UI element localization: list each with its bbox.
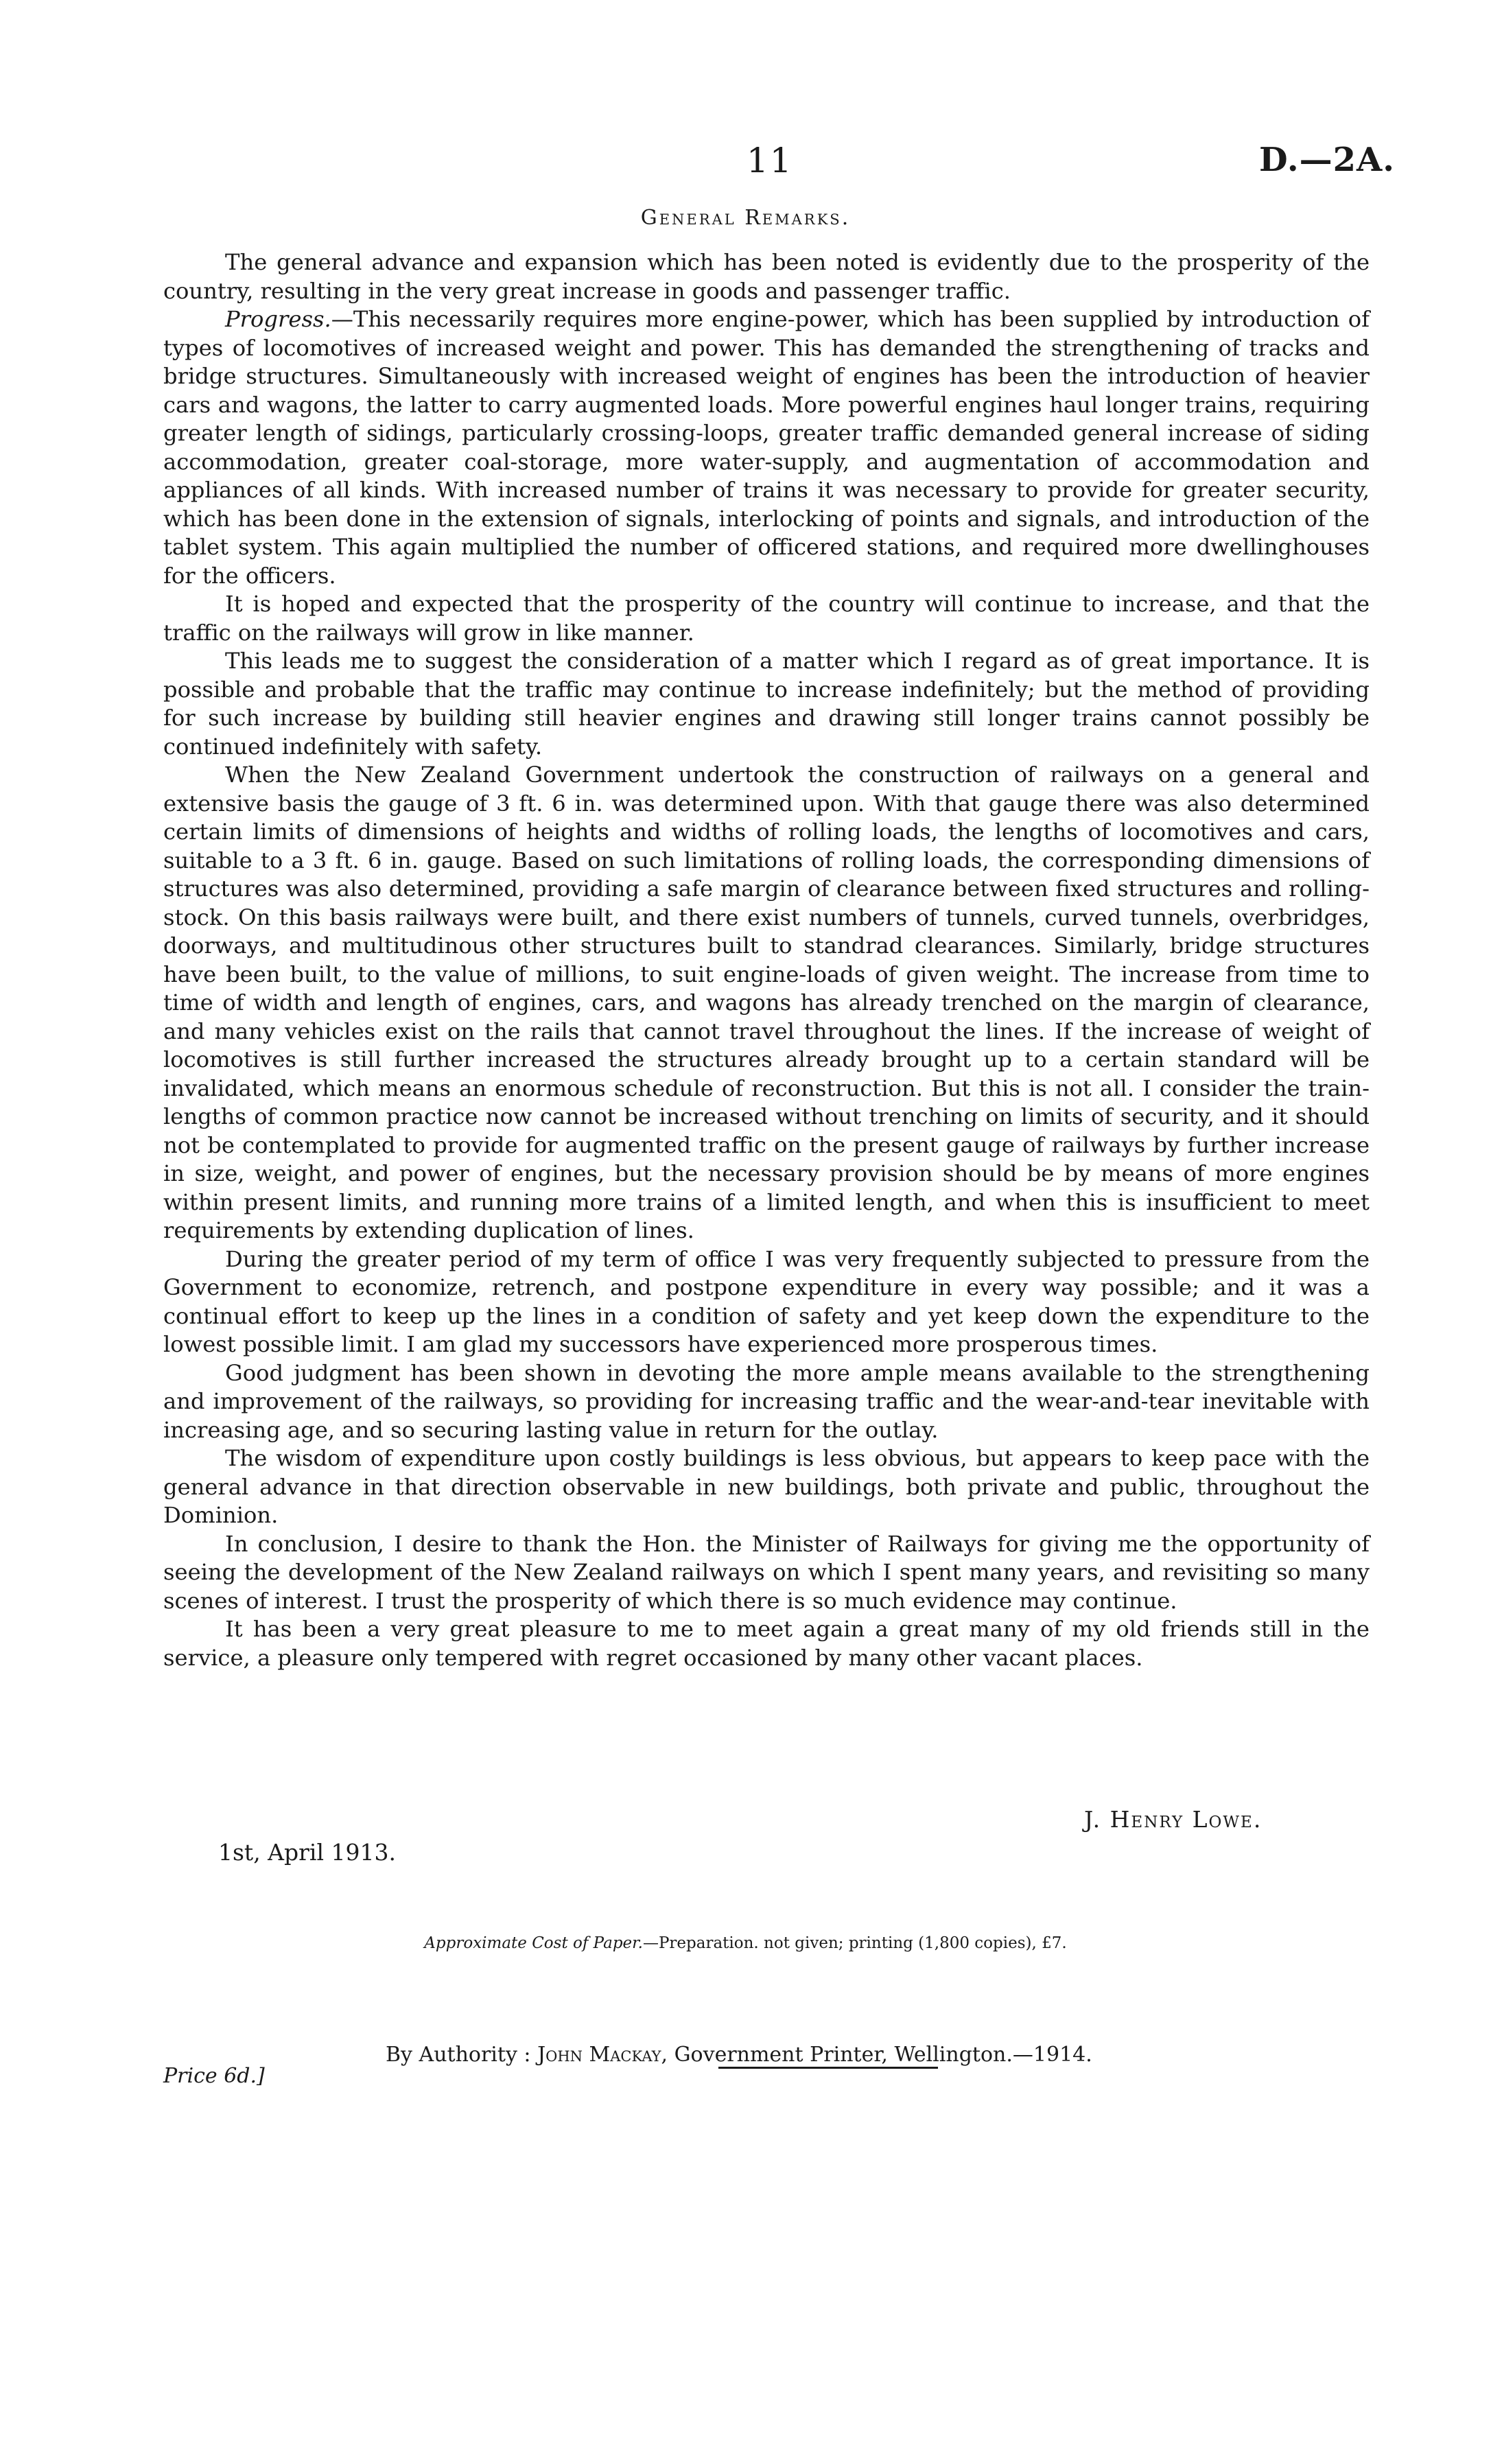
page-number: 11 [747,141,793,180]
cost-note-label: Approximate Cost of Paper. [424,1934,643,1952]
cost-note-text: —Preparation. not given; printing (1,800 copies), £7. [642,1934,1067,1952]
body-text [163,248,1370,1672]
paragraph [163,1359,1370,1445]
paragraph [163,305,1370,590]
price-note: Price 6d.] [163,2064,265,2088]
divider-rule [718,2067,938,2069]
paragraph-text: This leads me to suggest the consideration of a matter which I regard as of great importance. It is possible and probable that the traffic may continue to increase indefinitely; but the method of providing for such increase by building still heavier engines and drawing still longer trains cannot possibly be continued indefinitely with safety. [163,648,1370,760]
paragraph-text: The general advance and expansion which has been noted is evidently due to the prosperity of the country, resulting in the very great increase in goods and passenger traffic. [163,249,1370,304]
cost-note [0,1934,1491,1952]
section-heading: General Remarks. [640,206,851,230]
paragraph-text: During the greater period of my term of office I was very frequently subjected to pressure from the Government to economize, retrench, and postpone expenditure in every way possible; and it was a continual effort to keep up the lines in a condition of safety and yet keep down the expenditure to the lowest possible limit. I am glad my successors have experienced more prosperous times. [163,1245,1370,1357]
paragraph-lead: Progress. [225,306,331,332]
paragraph-text: When the New Zealand Government undertook the construction of railways on a general and extensive basis the gauge of 3 ft. 6 in. was determined upon. With that gauge there was also determined certain limits of dimensions of heights and widths of rolling loads, the lengths of locomotives and cars, suitable to a 3 ft. 6 in. gauge. Based on such limitations of rolling loads, the corresponding dimensions of structures was also determined, providing a safe margin of clearance between fixed structures and rolling-stock. On this basis railways were built, and there exist numbers of tunnels, curved tunnels, overbridges, doorways, and multitudinous other structures built to standrad clearances. Similarly, bridge structures have been built, to the value of millions, to suit engine-loads of given weight. The increase from time to time of width and length of engines, cars, and wagons has already trenched on the margin of clearance, and many vehicles exist on the rails that cannot travel throughout the lines. If the increase of weight of locomotives is still further increased the structures already brought up to a certain standard will be invalidated, which means an enormous schedule of reconstruction. But this is not all. I consider the train-lengths of common practice now cannot be increased without trenching on limits of security, and it should not be contemplated to provide for augmented traffic on the present gauge of railways by further increase in size, weight, and power of engines, but the necessary provision should be by means of more engines within present limits, and running more trains of a limited length, and when this is insufficient to meet requirements by extending duplication of lines. [163,762,1370,1243]
date-line: 1st, April 1913. [218,1839,396,1866]
signature: J. Henry Lowe. [1084,1806,1263,1833]
paragraph [163,647,1370,761]
paragraph [163,1530,1370,1616]
paragraph [163,761,1370,1245]
paragraph [163,1615,1370,1672]
document-code: D.—2A. [1259,141,1395,179]
paragraph-text: —This necessarily requires more engine-power, which has been supplied by introduction of types of locomotives of increased weight and power. This has demanded the strengthening of tracks and bridge structures. Simultaneously with increased weight of engines has been the introduction of heavier cars and wagons, the latter to carry augmented loads. More powerful engines haul longer trains, requiring greater length of sidings, particularly crossing-loops, greater traffic demanded general increase of siding accommodation, greater coal-storage, more water-supply, and augmentation of accommodation and appliances of all kinds. With increased number of trains it was necessary to provide for greater security, which has been done in the extension of signals, interlocking of points and signals, and introduction of the tablet system. This again multiplied the number of officered stations, and required more dwellinghouses for the officers. [163,306,1370,589]
paragraph [163,1245,1370,1359]
imprint-printer: John Mackay [537,2043,661,2067]
paragraph-text: It is hoped and expected that the prosperity of the country will continue to increase, and that the traffic on the railways will grow in like manner. [163,591,1370,646]
paragraph-text: It has been a very great pleasure to me to meet again a great many of my old friends still in the service, a pleasure only tempered with regret occasioned by many other vacant places. [163,1616,1370,1671]
paragraph-text: Good judgment has been shown in devoting the more ample means available to the strengthening and improvement of the railways, so providing for increasing traffic and the wear-and-tear inevitable with increasing age, and so securing lasting value in return for the outlay. [163,1359,1370,1443]
paragraph [163,248,1370,305]
paragraph-text: The wisdom of expenditure upon costly buildings is less obvious, but appears to keep pace with the general advance in that direction observable in new buildings, both private and public, throughout the Dominion. [163,1445,1370,1528]
paragraph [163,590,1370,647]
paragraph-text: In conclusion, I desire to thank the Hon. the Minister of Railways for giving me the opportunity of seeing the development of the New Zealand railways on which I spent many years, and revisiting so many scenes of interest. I trust the prosperity of which there is so much evidence may continue. [163,1530,1370,1614]
imprint-prefix: By Authority : [386,2043,538,2067]
imprint-suffix: , Government Printer, Wellington.—1914. [661,2043,1092,2067]
paragraph [163,1444,1370,1530]
printer-imprint [386,2043,1092,2067]
